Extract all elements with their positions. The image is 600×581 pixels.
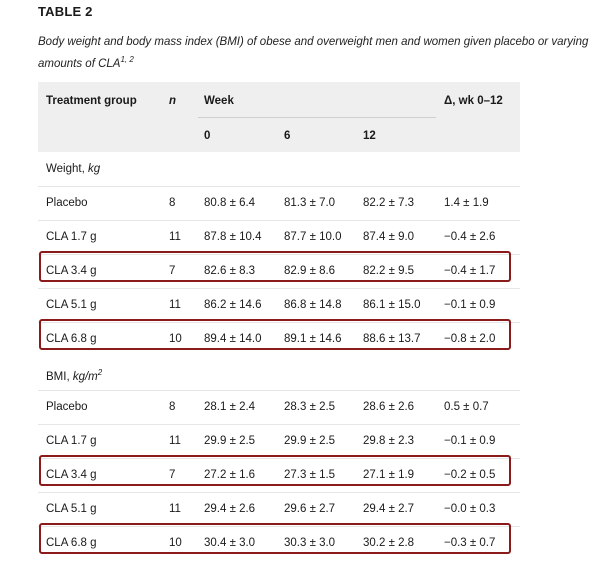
cell-w12: 86.1 ± 15.0 xyxy=(363,299,421,311)
section-label-text: BMI, xyxy=(46,370,73,383)
cell-w12: 29.8 ± 2.3 xyxy=(363,435,415,447)
header-delta: Δ, wk 0–12 xyxy=(444,95,503,107)
row-divider xyxy=(38,390,520,391)
cell-w0: 86.2 ± 14.6 xyxy=(204,299,262,311)
cell-group: CLA 6.8 g xyxy=(46,333,97,345)
cell-w0: 29.4 ± 2.6 xyxy=(204,503,256,515)
cell-group: CLA 6.8 g xyxy=(46,537,97,549)
cell-delta: −0.0 ± 0.3 xyxy=(444,503,496,515)
row-highlight-box xyxy=(39,455,511,486)
cell-group: CLA 1.7 g xyxy=(46,231,97,243)
header-week-0: 0 xyxy=(204,130,211,142)
cell-w12: 82.2 ± 7.3 xyxy=(363,197,415,209)
caption-text: Body weight and body mass index (BMI) of obese and overweight men and women given placebo or varying amounts of CLA xyxy=(38,36,589,70)
header-week-6: 6 xyxy=(284,130,291,142)
cell-n: 8 xyxy=(169,197,176,209)
header-week-12: 12 xyxy=(363,130,376,142)
row-divider xyxy=(38,424,520,425)
cell-w12: 28.6 ± 2.6 xyxy=(363,401,415,413)
cell-n: 8 xyxy=(169,401,176,413)
cell-w0: 27.2 ± 1.6 xyxy=(204,469,256,481)
cell-w6: 29.9 ± 2.5 xyxy=(284,435,336,447)
section-label xyxy=(46,366,102,384)
cell-delta: −0.1 ± 0.9 xyxy=(444,299,496,311)
section-label xyxy=(46,162,100,176)
cell-w6: 81.3 ± 7.0 xyxy=(284,197,336,209)
table-caption xyxy=(38,34,593,73)
cell-group: CLA 3.4 g xyxy=(46,265,97,277)
week-header-rule xyxy=(198,117,436,118)
data-table xyxy=(38,82,520,581)
cell-w6: 89.1 ± 14.6 xyxy=(284,333,342,345)
caption-footnote-refs: 1, 2 xyxy=(120,55,134,64)
header-week: Week xyxy=(204,95,234,107)
row-divider xyxy=(38,492,520,493)
table-label: TABLE 2 xyxy=(38,4,93,19)
cell-w0: 28.1 ± 2.4 xyxy=(204,401,256,413)
cell-w6: 28.3 ± 2.5 xyxy=(284,401,336,413)
cell-w12: 82.2 ± 9.5 xyxy=(363,265,415,277)
cell-group: Placebo xyxy=(46,197,88,209)
cell-w0: 30.4 ± 3.0 xyxy=(204,537,256,549)
cell-group: CLA 1.7 g xyxy=(46,435,97,447)
header-n: n xyxy=(169,95,177,107)
cell-delta: −0.4 ± 1.7 xyxy=(444,265,496,277)
cell-n: 7 xyxy=(169,265,176,277)
row-highlight-box xyxy=(39,523,511,554)
row-highlight-box xyxy=(39,251,511,282)
cell-delta: 0.5 ± 0.7 xyxy=(444,401,489,413)
cell-w12: 88.6 ± 13.7 xyxy=(363,333,421,345)
row-highlight-box xyxy=(39,319,511,350)
section-label-text: Weight, xyxy=(46,163,88,175)
cell-w6: 87.7 ± 10.0 xyxy=(284,231,342,243)
cell-w6: 30.3 ± 3.0 xyxy=(284,537,336,549)
section-unit-exponent: 2 xyxy=(97,368,103,377)
cell-n: 11 xyxy=(169,299,181,311)
cell-w12: 29.4 ± 2.7 xyxy=(363,503,415,515)
cell-w12: 27.1 ± 1.9 xyxy=(363,469,415,481)
section-unit: $kg/m^2$ xyxy=(72,368,103,383)
cell-delta: 1.4 ± 1.9 xyxy=(444,197,489,209)
cell-w0: 29.9 ± 2.5 xyxy=(204,435,256,447)
cell-group: CLA 5.1 g xyxy=(46,299,97,311)
cell-w12: 30.2 ± 2.8 xyxy=(363,537,415,549)
cell-n: 11 xyxy=(169,231,181,243)
cell-w0: 89.4 ± 14.0 xyxy=(204,333,262,345)
cell-w0: 87.8 ± 10.4 xyxy=(204,231,262,243)
cell-w0: 80.8 ± 6.4 xyxy=(204,197,256,209)
cell-w6: 27.3 ± 1.5 xyxy=(284,469,336,481)
row-divider xyxy=(38,220,520,221)
cell-group: Placebo xyxy=(46,401,88,413)
cell-w6: 29.6 ± 2.7 xyxy=(284,503,336,515)
section-unit: kg xyxy=(87,163,101,175)
cell-w12: 87.4 ± 9.0 xyxy=(363,231,415,243)
cell-group: CLA 3.4 g xyxy=(46,469,97,481)
cell-w6: 82.9 ± 8.6 xyxy=(284,265,336,277)
cell-n: 10 xyxy=(169,333,182,345)
cell-w6: 86.8 ± 14.8 xyxy=(284,299,342,311)
cell-delta: −0.4 ± 2.6 xyxy=(444,231,496,243)
cell-group: CLA 5.1 g xyxy=(46,503,97,515)
cell-delta: −0.1 ± 0.9 xyxy=(444,435,496,447)
cell-delta: −0.2 ± 0.5 xyxy=(444,469,496,481)
cell-n: 11 xyxy=(169,435,181,447)
row-divider xyxy=(38,288,520,289)
cell-n: 10 xyxy=(169,537,182,549)
cell-delta: −0.3 ± 0.7 xyxy=(444,537,496,549)
cell-n: 7 xyxy=(169,469,176,481)
header-treatment-group: Treatment group xyxy=(46,95,137,107)
row-divider xyxy=(38,186,520,187)
cell-w0: 82.6 ± 8.3 xyxy=(204,265,256,277)
cell-delta: −0.8 ± 2.0 xyxy=(444,333,496,345)
cell-n: 11 xyxy=(169,503,181,515)
